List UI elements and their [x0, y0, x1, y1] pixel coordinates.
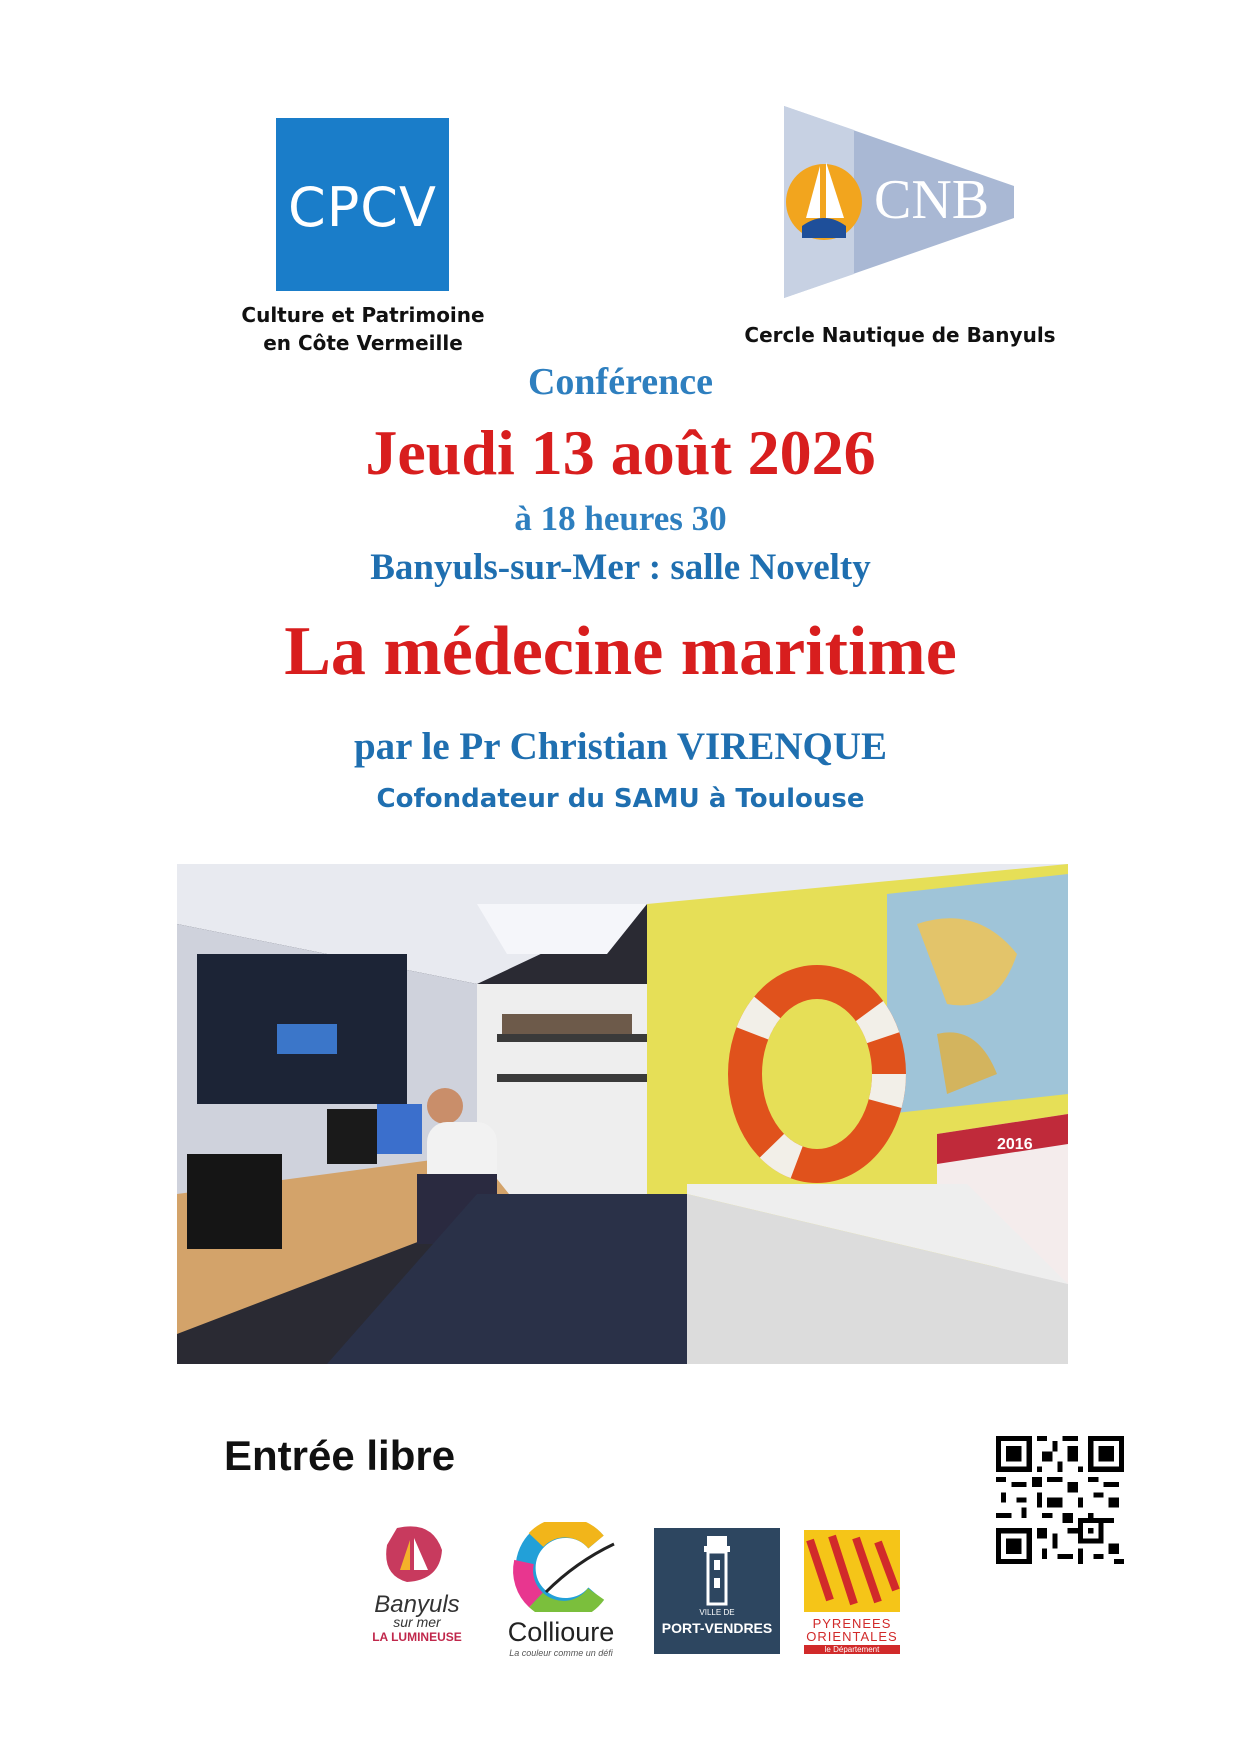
pyrenees-orientales-logo — [804, 1530, 900, 1654]
cnb-caption: Cercle Nautique de Banyuls — [744, 323, 1056, 347]
port-vendres-logo — [654, 1528, 780, 1654]
cpcv-logo-text: CPCV — [288, 176, 437, 239]
port-vendres-name: PORT-VENDRES — [661, 1620, 773, 1636]
event-title: La médecine maritime — [284, 613, 957, 690]
qr-code[interactable] — [996, 1436, 1124, 1564]
banyuls-logo — [362, 1520, 472, 1650]
calendar-year: 2016 — [997, 1136, 1033, 1153]
banyuls-tagline: LA LUMINEUSE — [372, 1630, 462, 1644]
banyuls-name-mer: mer — [416, 1614, 441, 1630]
collioure-emblem — [496, 1522, 626, 1612]
banyuls-name: Banyuls — [374, 1591, 460, 1618]
event-place: Banyuls-sur-Mer : salle Novelty — [370, 547, 871, 588]
collioure-name: Collioure — [507, 1617, 615, 1647]
cnb-logo-text: CNB — [874, 169, 990, 231]
catalan-flag-emblem — [804, 1530, 900, 1612]
port-vendres-prefix: VILLE DE — [699, 1608, 735, 1617]
event-date: Jeudi 13 août 2026 — [365, 417, 876, 488]
cpcv-caption — [226, 303, 500, 355]
event-photo — [177, 864, 1068, 1364]
event-speaker: par le Pr Christian VIRENQUE — [353, 725, 888, 768]
banyuls-emblem — [362, 1520, 472, 1590]
cpcv-logo — [276, 118, 449, 291]
banyuls-name-sur: sur — [393, 1614, 413, 1630]
cpcv-caption-line1: Culture et Patrimoine — [241, 303, 485, 327]
event-type: Conférence — [527, 361, 713, 403]
speaker-role: Cofondateur du SAMU à Toulouse — [376, 784, 865, 814]
cnb-pennant-logo — [784, 106, 1014, 298]
pyrenees-tagline: le Département — [804, 1645, 900, 1654]
event-time: à 18 heures 30 — [514, 499, 727, 538]
entry-free: Entrée libre — [224, 1432, 456, 1479]
collioure-tagline: La couleur comme un défi — [509, 1648, 613, 1658]
pyrenees-name-1: PYRENEES — [812, 1616, 892, 1631]
cpcv-caption-line2: en Côte Vermeille — [263, 331, 463, 355]
pyrenees-name-2: ORIENTALES — [806, 1629, 898, 1644]
collioure-logo — [496, 1522, 626, 1658]
control-room-illustration — [177, 864, 1068, 1364]
